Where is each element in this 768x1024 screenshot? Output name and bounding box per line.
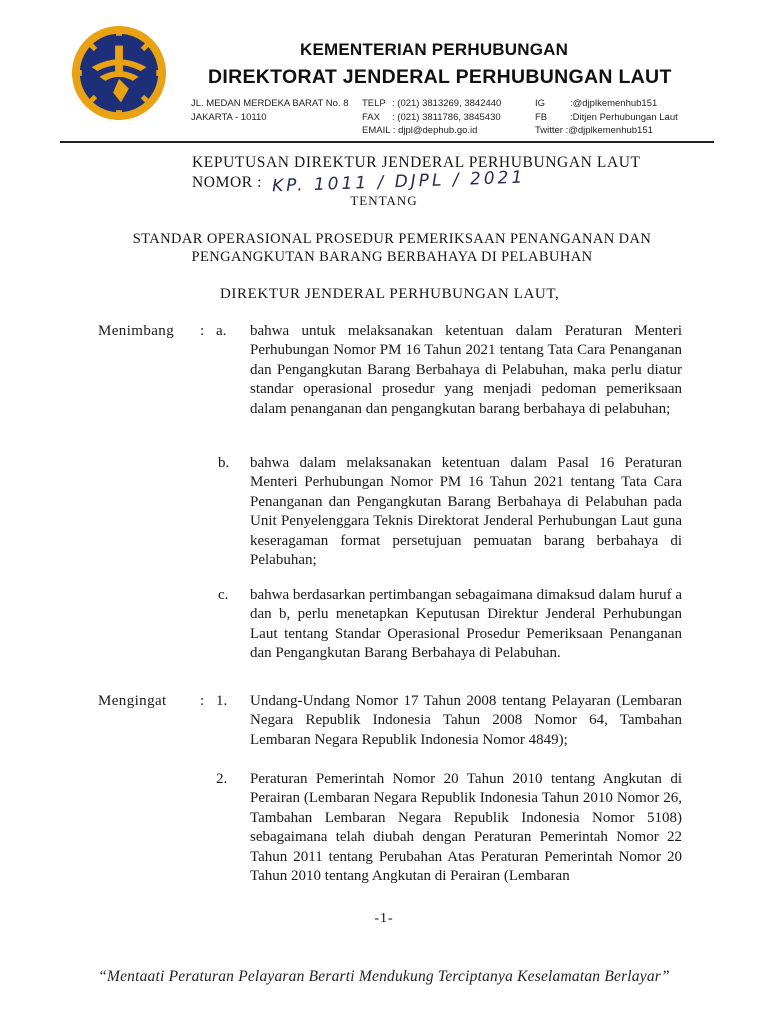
mengingat-item-2: Peraturan Pemerintah Nomor 20 Tahun 2010 tentang Angkutan di Perairan (Lembaran Negara Republik Indonesia Tahun 2010 Nomor 26, Tambahan Lembaran Negara Republik Indonesia Nomor 5108) sebagaimana telah diubah dengan Peraturan Pemerintah Nomor 22 Tahun 2011 tentang Perubahan Atas Peraturan Pemerintah Nomor 20 Tahun 2010 tentang Angkutan di Perairan (Lembaran — [250, 771, 682, 885]
fb-label: FB — [535, 111, 548, 123]
decree-subject — [60, 230, 724, 266]
decree-issuer: DIREKTUR JENDERAL PERHUBUNGAN LAUT, — [220, 286, 560, 302]
mengingat-item-1: Undang-Undang Nomor 17 Tahun 2008 tentang Pelayaran (Lembaran Negara Republik Indonesia Tahun 2008 Nomor 64, Tambahan Lembaran Negara Republik Indonesia Nomor 4849); — [250, 693, 682, 748]
ig-value: :@djplkemenhub151 — [570, 98, 658, 109]
menimbang-marker-a: a. — [216, 323, 227, 339]
decree-number-handwritten: KP. 1011 / DJPL / 2021 — [271, 167, 526, 197]
menimbang-marker-c: c. — [218, 587, 229, 603]
menimbang-label: Menimbang — [98, 323, 175, 339]
decree-title: KEPUTUSAN DIREKTUR JENDERAL PERHUBUNGAN LAUT — [192, 154, 641, 171]
mengingat-marker-2: 2. — [216, 771, 228, 787]
ministry-logo-emblem-icon — [70, 24, 168, 122]
ministry-name: KEMENTERIAN PERHUBUNGAN — [300, 40, 569, 59]
address-street: JL. MEDAN MERDEKA BARAT No. 8 — [191, 98, 349, 109]
phone-fax-labels — [362, 97, 386, 124]
footer-motto: “Mentaati Peraturan Pelayaran Berarti Mendukung Terciptanya Keselamatan Berlayar” — [98, 968, 670, 985]
page-number: -1- — [374, 911, 394, 926]
phone-fax-values — [392, 97, 501, 124]
mengingat-marker-1: 1. — [216, 693, 228, 709]
menimbang-marker-b: b. — [218, 455, 230, 471]
address-city: JAKARTA - 10110 — [191, 111, 267, 123]
mengingat-label: Mengingat — [98, 693, 167, 709]
fax-value: : (021) 3811786, 3845430 — [392, 111, 501, 123]
twitter-text: Twitter :@djplkemenhub151 — [535, 125, 653, 136]
tentang-heading: TENTANG — [350, 193, 418, 208]
directorate-name: DIREKTORAT JENDERAL PERHUBUNGAN LAUT — [208, 66, 672, 88]
decree-subject-line2: PENGANGKUTAN BARANG BERBAHAYA DI PELABUHAN — [191, 249, 593, 265]
menimbang-item-c: bahwa berdasarkan pertimbangan sebagaimana dimaksud dalam huruf a dan b, perlu menetapkan Keputusan Direktur Jenderal Perhubungan Laut tentang Standar Operasional Prosedur Pemeriksaan Penanganan dan Pengangkutan Barang Berbahaya di Pelabuhan. — [250, 587, 682, 662]
social-labels — [535, 97, 547, 124]
mengingat-colon: : — [200, 693, 205, 709]
decree-number-label: NOMOR : — [192, 174, 263, 191]
telp-value: : (021) 3813269, 3842440 — [392, 98, 502, 109]
menimbang-item-b: bahwa dalam melaksanakan ketentuan dalam Pasal 16 Peraturan Menteri Perhubungan Nomor PM 16 Tahun 2021 tentang Tata Cara Penanganan dan Pengangkutan Barang Berbahaya di Pelabuhan pada Unit Penyelenggara Teknis Direktorat Jenderal Perhubungan Laut guna keseragaman format persetujuan pemuatan barang berbahaya di Pelabuhan; — [250, 455, 682, 569]
address-block — [191, 97, 349, 124]
decree-subject-line1: STANDAR OPERASIONAL PROSEDUR PEMERIKSAAN PENANGANAN DAN — [132, 231, 652, 247]
telp-label: TELP — [362, 98, 386, 109]
social-values — [570, 97, 678, 124]
menimbang-colon: : — [200, 323, 205, 339]
letterhead-divider — [60, 141, 714, 143]
menimbang-item-a: bahwa untuk melaksanakan ketentuan dalam Peraturan Menteri Perhubungan Nomor PM 16 Tahun 2021 tentang Tata Cara Penanganan dan Pengangkutan Barang Berbahaya di Pelabuhan, maka perlu diatur standar operasional prosedur yang menjadi pedoman pemeriksaan dalam penanganan dan pengangkutan barang berbahaya di pelabuhan; — [250, 323, 682, 417]
fb-value: :Ditjen Perhubungan Laut — [570, 111, 678, 123]
email-text: EMAIL : djpl@dephub.go.id — [362, 125, 478, 136]
decree-number-row — [192, 167, 526, 197]
ig-label: IG — [535, 98, 546, 109]
fax-label: FAX — [362, 111, 380, 123]
